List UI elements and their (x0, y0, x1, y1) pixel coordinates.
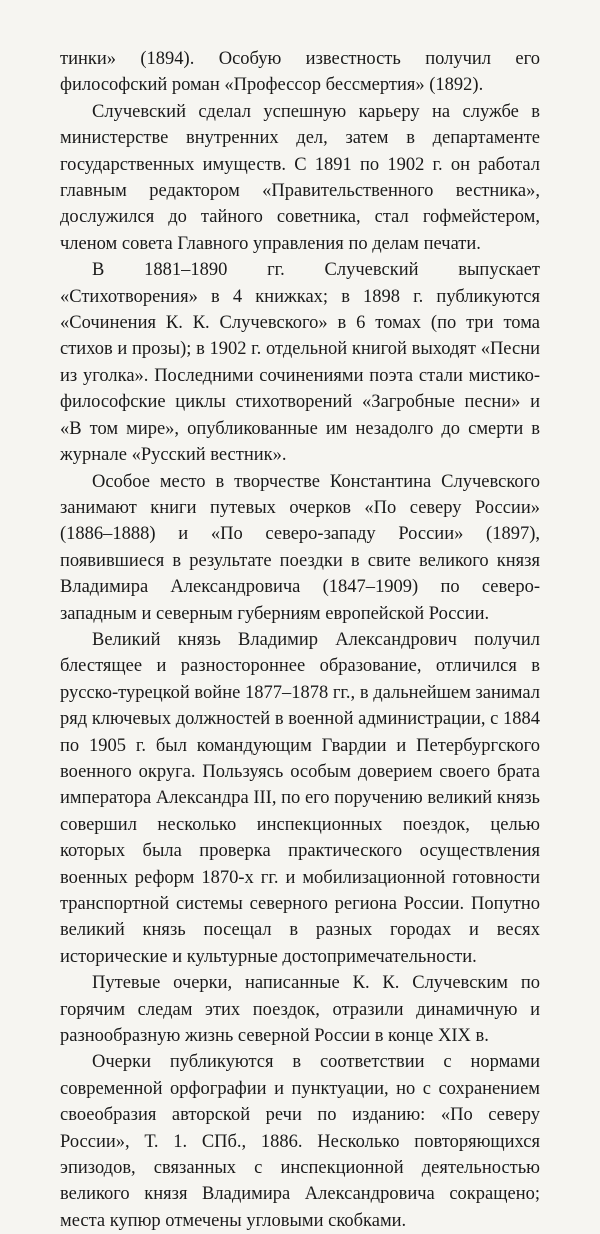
paragraph-continued: тинки» (1894). Особую известность получил его философский роман «Профессор бессмертия» (1892). (60, 49, 540, 96)
paragraph-travel-essays: Особое место в творчестве Константина Случевского занимают книги путевых очерков «По северу России» (1886–1888) и «По северо-западу России» (1897), появившиеся в результате поездки в свите великого князя Владимира Александровича (1847–1909) по северо-западным и северным губерниям европейской России. (60, 471, 540, 624)
paragraph-publications: В 1881–1890 гг. Случевский выпускает «Стихотворения» в 4 книжках; в 1898 г. публикуются «Сочинения К. К. Случевского» в 6 томах (по три тома стихов и прозы); в 1902 г. отдельной книгой выходят «Песни из уголка». Последними сочинениями поэта стали мистико-философские циклы стихотворений «Загробные песни» и «В том мире», опубликованные им незадолго до смерти в журнале «Русский вестник». (60, 260, 540, 466)
paragraph-grand-duke: Великий князь Владимир Александрович получил блестящее и разностороннее образование, отличился в русско-турецкой войне 1877–1878 гг., в дальнейшем занимал ряд ключевых должностей в военной администрации, с 1884 по 1905 г. был командующим Гвардии и Петербургского военного округа. Пользуясь особым доверием своего брата императора Александра III, по его поручению великий князь совершил несколько инспекционных поездок, целью которых была проверка практического осуществления военных реформ 1870-х гг. и мобилизационной готовности транспортной системы северного региона России. Попутно великий князь посещал в разных городах и весях исторические и культурные достопримечательности. (60, 629, 540, 967)
paragraph-essays-reflection: Путевые очерки, написанные К. К. Случевским по горячим следам этих поездок, отразили динамичную и разнообразную жизнь северной России в конце XIX в. (60, 973, 540, 1047)
book-page-text (60, 46, 540, 1234)
paragraph-career: Случевский сделал успешную карьеру на службе в министерстве внутренних дел, затем в департаменте государственных имуществ. С 1891 по 1902 г. он работал главным редактором «Правительственного вестника», дослужился до тайного советника, стал гофмейстером, членом совета Главного управления по делам печати. (60, 101, 540, 254)
paragraph-editorial-note: Очерки публикуются в соответствии с нормами современной орфографии и пунктуации, но с сохранением своеобразия авторской речи по изданию: «По северу России», Т. 1. СПб., 1886. Несколько повторяющихся эпизодов, связанных с инспекционной деятельностью великого князя Владимира Александровича сокращено; места купюр отмечены угловыми скобками. (60, 1052, 540, 1231)
